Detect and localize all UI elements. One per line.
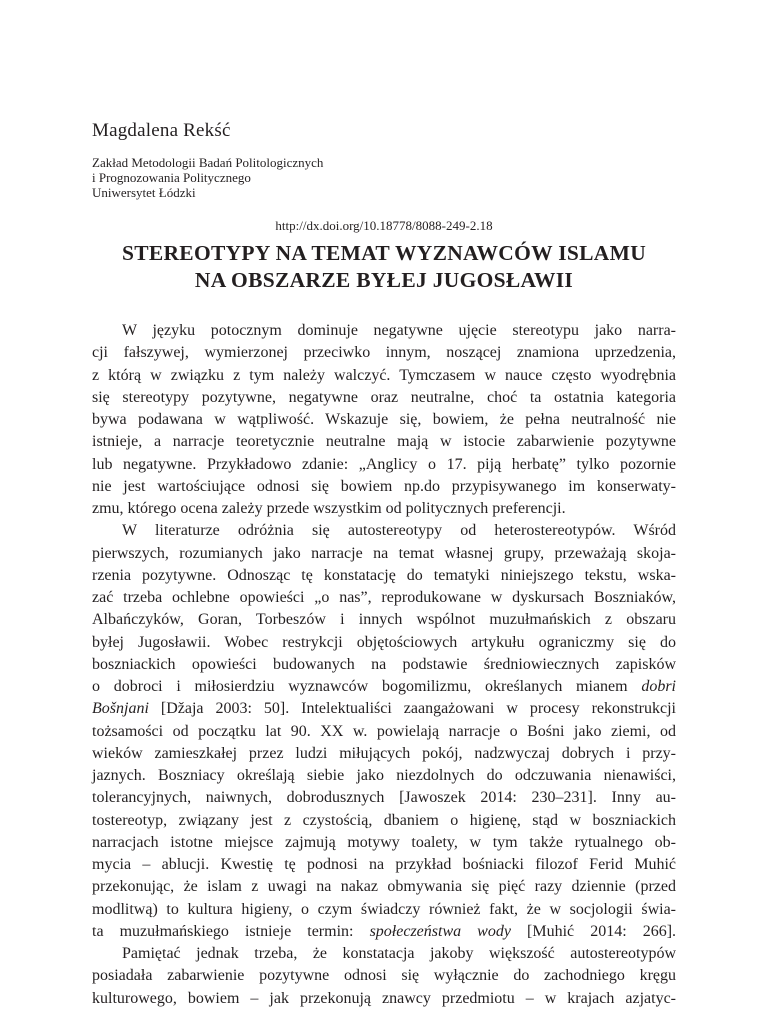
affiliation-line: Zakład Metodologii Badań Politologicznych [92, 155, 324, 170]
body-line: się stereotypy pozytywne, negatywne oraz neutralne, choć ta ostatnia kategoria [92, 388, 676, 406]
body-line: byłej Jugosławii. Wobec restrykcji objętościowych artykułu ograniczmy się do [92, 633, 676, 651]
body-line: istnieje, a narracje teoretycznie neutralne mają w istocie zabarwienie pozytywne [92, 433, 676, 451]
body-line-text: o dobroci i miłosierdziu wyznawców bogomilizmu, określanych mianem [92, 678, 628, 695]
body-line: lub negatywne. Przykładowo zdanie: „Anglicy o 17. piją herbatę” tylko pozornie [92, 455, 676, 473]
body-line: przekonując, że islam z uwagi na nakaz obmywania się pięć razy dziennie (przed [92, 878, 676, 896]
doi-link[interactable]: http://dx.doi.org/10.18778/8088-249-2.18 [275, 218, 493, 233]
author-name: Magdalena Rekść [92, 120, 231, 141]
title-line: STEREOTYPY NA TEMAT WYZNAWCÓW ISLAMU [121, 241, 647, 265]
body-line: W literaturze odróżnia się autostereotypy od heterostereotypów. Wśród [122, 522, 676, 540]
affiliation [92, 155, 323, 200]
article-title [0, 240, 768, 294]
body-line: wieków zamieszkałej przez ludzi miłujących pokój, nadzwyczaj dobrych i przy- [92, 744, 676, 762]
body-line: Pamiętać jednak trzeba, że konstatacja jakoby większość autostereotypów [122, 945, 676, 962]
body-line: tostereotyp, związany jest z czystością, dbaniem o higienę, stąd w boszniackich [92, 811, 676, 829]
title-line: NA OBSZARZE BYŁEJ JUGOSŁAWII [194, 268, 574, 292]
body-line: mycia – ablucji. Kwestię tę podnosi na przykład bośniacki filozof Ferid Muhić [92, 856, 676, 873]
body-line: W języku potocznym dominuje negatywne ujęcie stereotypu jako narra- [122, 322, 676, 339]
body-line: tożsamości od początku lat 90. XX w. powielają narracje o Bośni jako ziemi, od [92, 722, 676, 740]
body-line-text: ta muzułmańskiego istnieje termin: [92, 922, 354, 940]
italic-term: dobri [641, 678, 676, 695]
body-line [92, 921, 676, 943]
body-line: tolerancyjnych, naiwnych, dobrodusznych [Jawoszek 2014: 230–231]. Inny au- [92, 789, 676, 807]
body-line: boszniackich opowieści budowanych na podstawie średniowiecznych zapisków [92, 655, 676, 673]
body-line: z którą w związku z tym należy walczyć. Tymczasem w nauce często wyodrębnia [92, 366, 676, 384]
body-line-text: [Džaja 2003: 50]. Intelektualiści zaangażowani w procesy rekonstrukcji [160, 700, 676, 718]
affiliation-line: Uniwersytet Łódzki [92, 185, 196, 200]
body-line: cji fałszywej, wymierzonej przeciwko innym, noszącej znamiona uprzedzenia, [92, 344, 676, 362]
article-body [92, 320, 676, 1010]
affiliation-line: i Prognozowania Politycznego [92, 170, 251, 185]
body-line: jaznych. Boszniacy określają siebie jako niezdolnych do odczuwania nienawiści, [92, 767, 676, 784]
body-line: zać trzeba ochlebne opowieści „o nas”, reprodukowane w dyskursach Boszniaków, [92, 589, 676, 606]
body-line: narracjach istotne miejsce zajmują motywy toalety, w tym także rytualnego ob- [92, 833, 676, 851]
italic-term: Bošnjani [92, 700, 149, 718]
body-line [92, 676, 676, 698]
body-line: zmu, którego ocena zależy przede wszystkim od politycznych preferencji. [92, 500, 566, 517]
body-line: bywa podawana w wątpliwość. Wskazuje się, bowiem, że pełna neutralność nie [92, 411, 676, 428]
body-line: modlitwą) to kultura higieny, o czym świadczy również fakt, że w socjologii świa- [92, 900, 676, 918]
body-line: rzenia pozytywne. Odnosząc tę konstatację do tematyki niniejszego tekstu, wska- [92, 566, 676, 584]
body-line-text: [Muhić 2014: 266]. [527, 922, 677, 940]
body-line [92, 698, 676, 720]
body-line: kulturowego, bowiem – jak przekonują znawcy przedmiotu – w krajach azjatyc- [92, 989, 676, 1007]
italic-term: społeczeństwa wody [369, 922, 511, 940]
body-line: pierwszych, rozumianych jako narracje na temat własnej grupy, przeważają skoja- [92, 544, 676, 562]
body-line: nie jest wartościujące odnosi się bowiem np.do przypisywanego im konserwaty- [92, 477, 676, 495]
body-line: posiadała zabarwienie pozytywne odnosi się wyłącznie do zachodniego kręgu [92, 967, 676, 985]
body-line: Albańczyków, Goran, Torbeszów i innych wspólnot muzułmańskich z obszaru [92, 611, 676, 629]
